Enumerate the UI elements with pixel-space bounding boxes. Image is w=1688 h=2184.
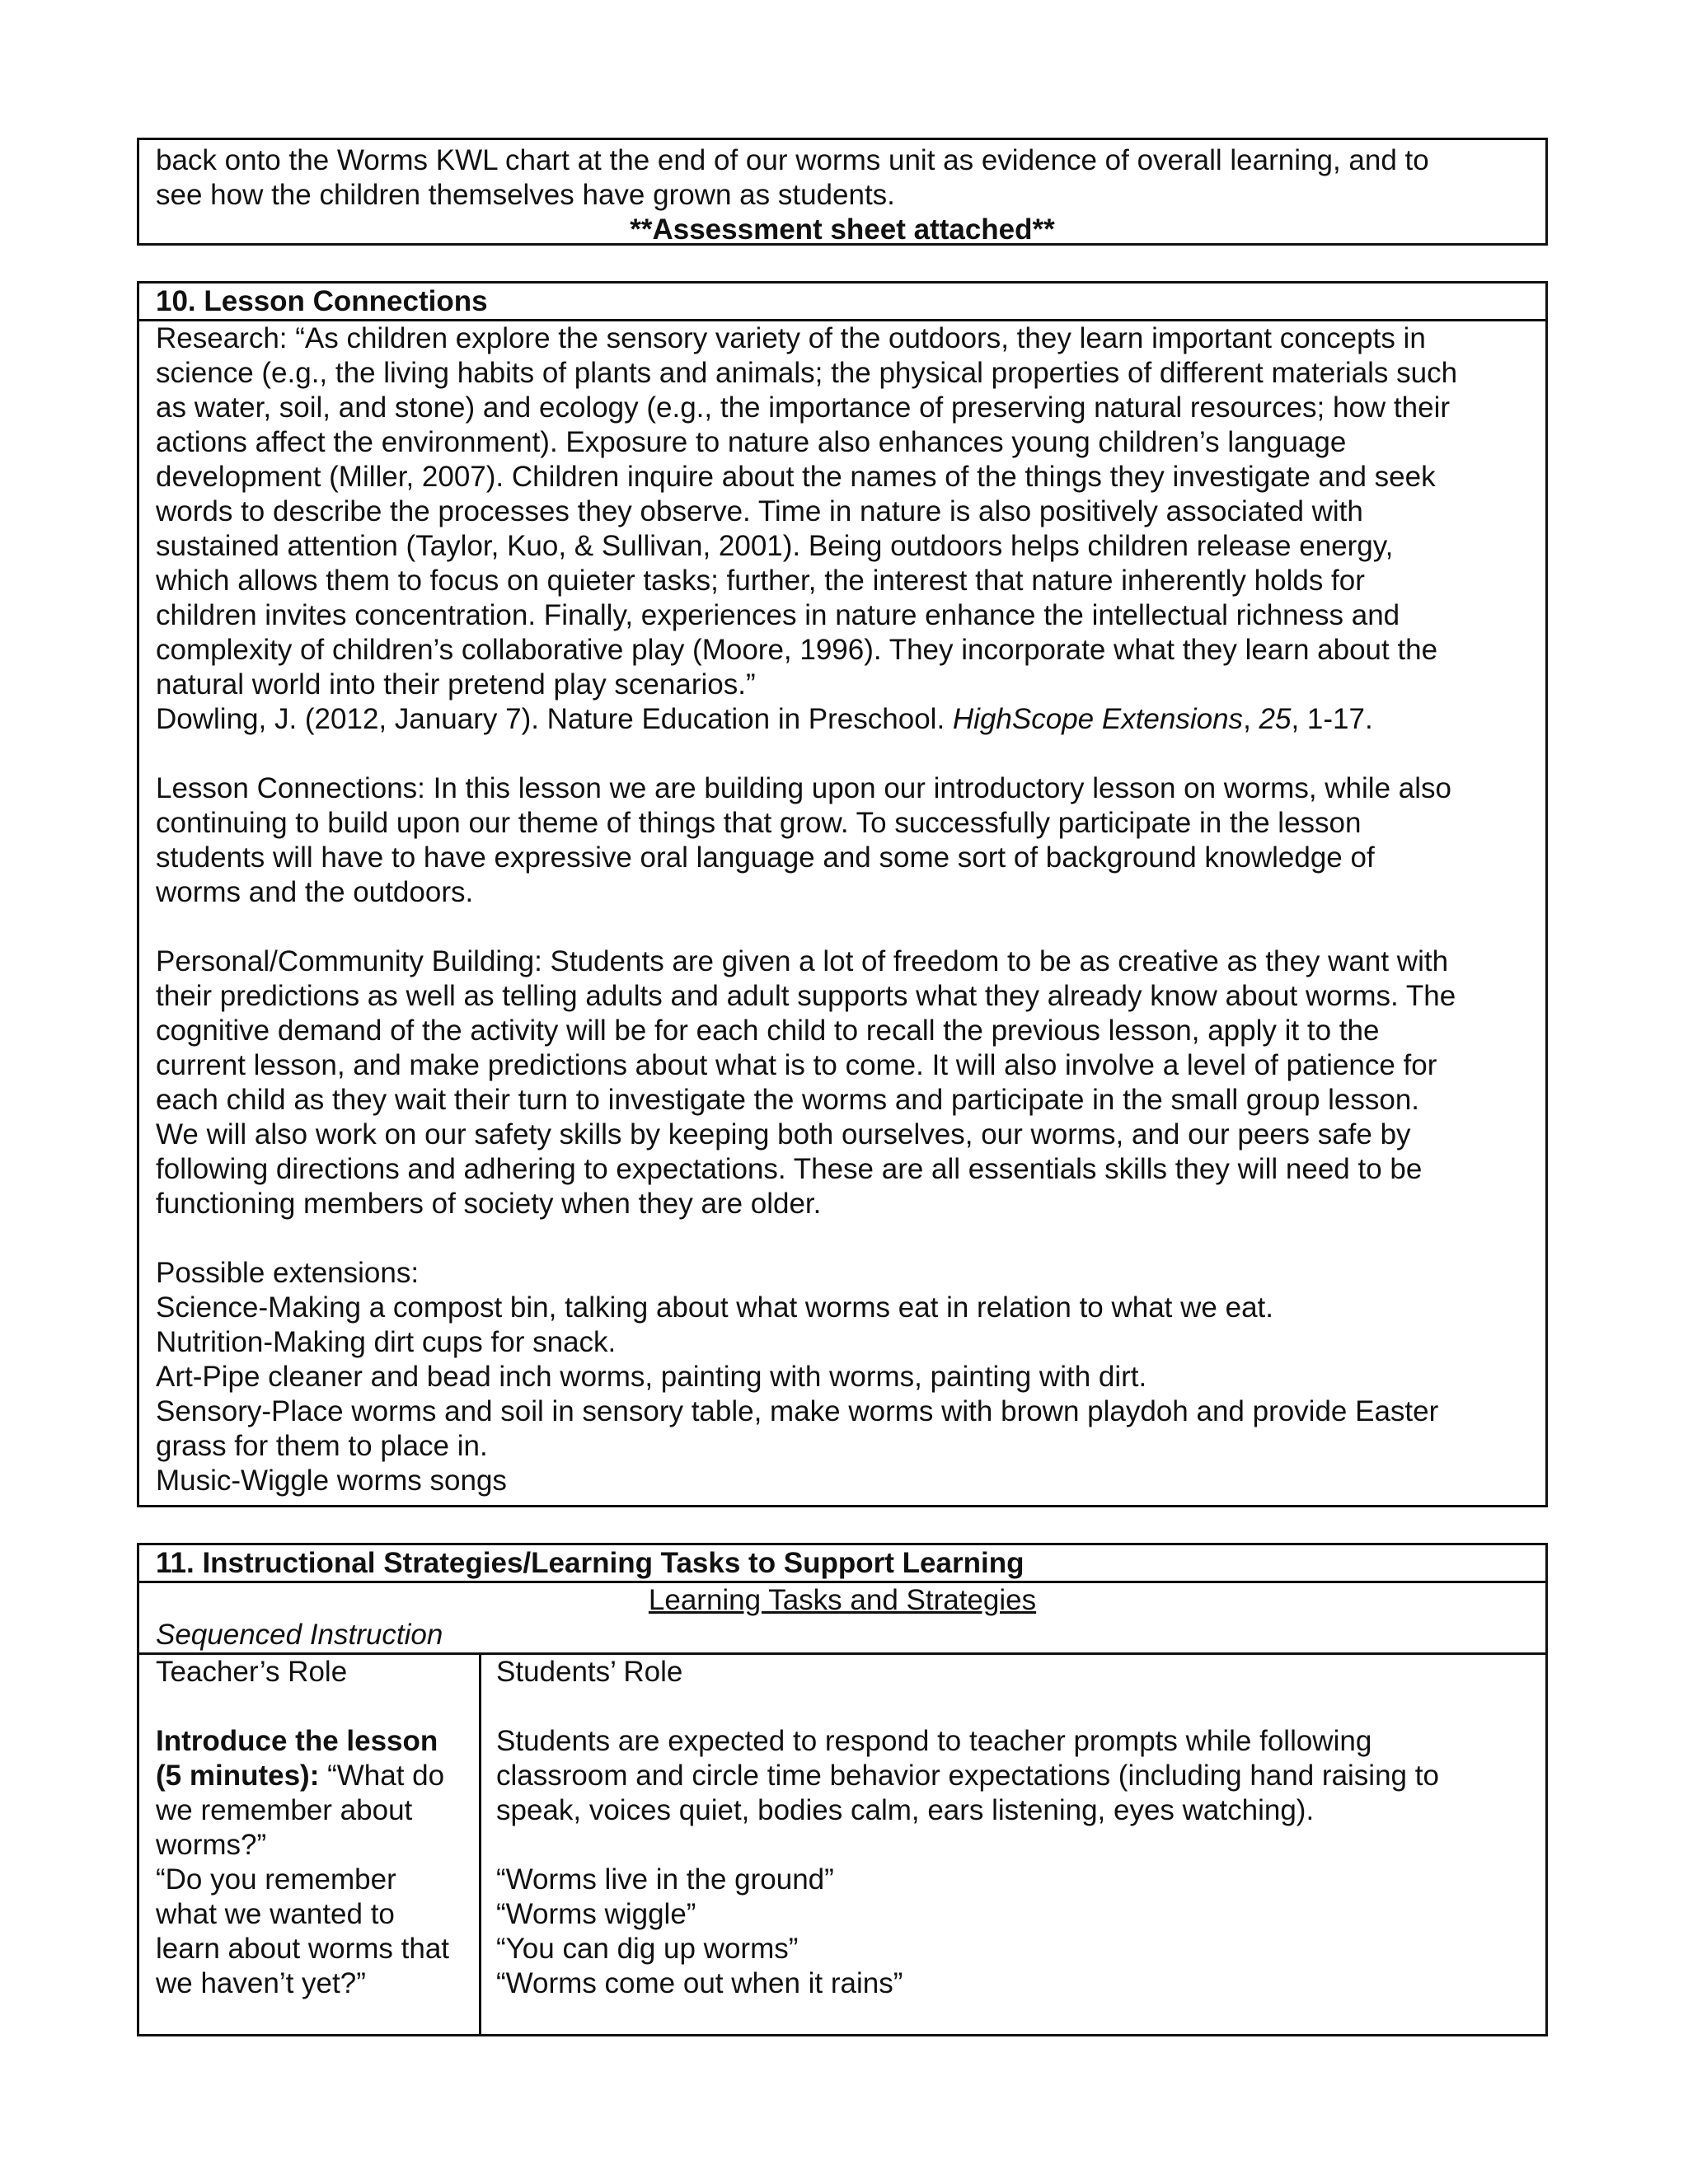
text-line: current lesson, and make predictions about what is to come. It will also involve a level of patience for: [156, 1049, 1437, 1081]
text-line: we haven’t yet?”: [156, 1967, 366, 1999]
text-line: continuing to build upon our theme of things that grow. To successfully participate in the lesson: [156, 807, 1362, 839]
roles-table: [139, 1655, 1545, 2034]
text-line: Students are expected to respond to teacher prompts while following: [496, 1725, 1372, 1757]
extensions-heading: Possible extensions:: [156, 1257, 420, 1289]
text-line: worms?”: [156, 1829, 267, 1861]
text-line: children invites concentration. Finally, experiences in nature enhance the intellectual richness and: [156, 599, 1400, 631]
text-line: sustained attention (Taylor, Kuo, & Sullivan, 2001). Being outdoors helps children release energy,: [156, 530, 1394, 562]
list-item: grass for them to place in.: [156, 1430, 488, 1462]
text-line: “What do: [319, 1760, 445, 1792]
teacher-role-heading: Teacher’s Role: [156, 1656, 348, 1688]
students-role-column: [481, 1655, 1545, 2034]
text-line: natural world into their pretend play scenarios.”: [156, 668, 756, 701]
citation-pages: , 1-17.: [1291, 703, 1373, 735]
list-item: Music-Wiggle worms songs: [156, 1465, 507, 1497]
citation-volume: 25: [1259, 703, 1292, 735]
text-line: Lesson Connections: In this lesson we are building upon our introductory lesson on worms, while also: [156, 772, 1451, 804]
lesson-connections-section: [137, 281, 1548, 1507]
text-line: we remember about: [156, 1794, 413, 1826]
research-paragraph: [156, 321, 1529, 737]
text-line: their predictions as well as telling adults and adult supports what they already know about worms. The: [156, 980, 1456, 1012]
text-line: each child as they wait their turn to investigate the worms and participate in the small group lesson.: [156, 1084, 1420, 1116]
students-role-heading: Students’ Role: [496, 1656, 683, 1688]
text-line: Research: “As children explore the sensory variety of the outdoors, they learn important concepts in: [156, 322, 1426, 354]
text-line: complexity of children’s collaborative play (Moore, 1996). They incorporate what they learn about the: [156, 634, 1438, 666]
text-line: see how the children themselves have grown as students.: [156, 179, 895, 211]
text-line: learn about worms that: [156, 1933, 450, 1965]
list-item: Nutrition-Making dirt cups for snack.: [156, 1326, 617, 1358]
text-line: science (e.g., the living habits of plants and animals; the physical properties of different materials such: [156, 357, 1458, 389]
text-line: actions affect the environment). Exposure to nature also enhances young children’s language: [156, 426, 1347, 458]
text-line: words to describe the processes they observe. Time in nature is also positively associated with: [156, 495, 1363, 527]
teacher-step-title: Introduce the lesson: [156, 1725, 438, 1757]
text-line: functioning members of society when they are older.: [156, 1188, 822, 1220]
text-line: development (Miller, 2007). Children inquire about the names of the things they investigate and seek: [156, 461, 1436, 493]
student-quote: “Worms come out when it rains”: [496, 1967, 903, 1999]
learning-tasks-subtitle: Learning Tasks and Strategies: [648, 1584, 1037, 1616]
text-line: students will have to have expressive oral language and some sort of background knowledge of: [156, 841, 1375, 874]
citation-journal: HighScope Extensions: [952, 703, 1244, 735]
text-line: classroom and circle time behavior expectations (including hand raising to: [496, 1760, 1439, 1792]
text-line: cognitive demand of the activity will be for each child to recall the previous lesson, apply it to the: [156, 1015, 1380, 1047]
student-quote: “You can dig up worms”: [496, 1933, 799, 1965]
connections-paragraph: [156, 771, 1529, 910]
lesson-connections-body: [139, 321, 1545, 1498]
text-line: which allows them to focus on quieter tasks; further, the interest that nature inherently holds for: [156, 565, 1365, 597]
student-quote: “Worms live in the ground”: [496, 1863, 834, 1896]
text-line: back onto the Worms KWL chart at the end of our worms unit as evidence of overall learning, and to: [156, 144, 1429, 176]
sequenced-instruction-label: Sequenced Instruction: [156, 1619, 443, 1651]
citation-text: Dowling, J. (2012, January 7). Nature Education in Preschool.: [156, 703, 953, 735]
assessment-note: **Assessment sheet attached**: [630, 213, 1055, 246]
teacher-step-duration: (5 minutes):: [156, 1760, 320, 1792]
text-line: We will also work on our safety skills by keeping both ourselves, our worms, and our peers safe by: [156, 1118, 1411, 1151]
text-line: worms and the outdoors.: [156, 876, 474, 908]
text-line: following directions and adhering to expectations. These are all essentials skills they will need to be: [156, 1153, 1423, 1185]
extensions-list: [156, 1256, 1529, 1498]
text-line: what we wanted to: [156, 1898, 395, 1930]
instructional-strategies-section: [137, 1543, 1548, 2036]
section-title: 10. Lesson Connections: [139, 284, 1545, 321]
section-title: 11. Instructional Strategies/Learning Tasks to Support Learning: [139, 1545, 1545, 1583]
teacher-role-column: [139, 1655, 481, 2034]
citation-sep: ,: [1243, 703, 1259, 735]
assessment-continuation-box: [137, 138, 1548, 246]
student-quote: “Worms wiggle”: [496, 1898, 696, 1930]
community-building-paragraph: [156, 944, 1529, 1221]
text-line: as water, soil, and stone) and ecology (e.g., the importance of preserving natural resources; how their: [156, 391, 1451, 424]
list-item: Sensory-Place worms and soil in sensory table, make worms with brown playdoh and provide Easter: [156, 1395, 1439, 1427]
text-line: speak, voices quiet, bodies calm, ears listening, eyes watching).: [496, 1794, 1315, 1826]
text-line: Personal/Community Building: Students are given a lot of freedom to be as creative as they want with: [156, 945, 1449, 977]
citation: [156, 702, 1529, 737]
strategies-header-row: [139, 1583, 1545, 1655]
list-item: Art-Pipe cleaner and bead inch worms, painting with worms, painting with dirt.: [156, 1361, 1147, 1393]
list-item: Science-Making a compost bin, talking about what worms eat in relation to what we eat.: [156, 1291, 1273, 1324]
text-line: “Do you remember: [156, 1863, 396, 1896]
